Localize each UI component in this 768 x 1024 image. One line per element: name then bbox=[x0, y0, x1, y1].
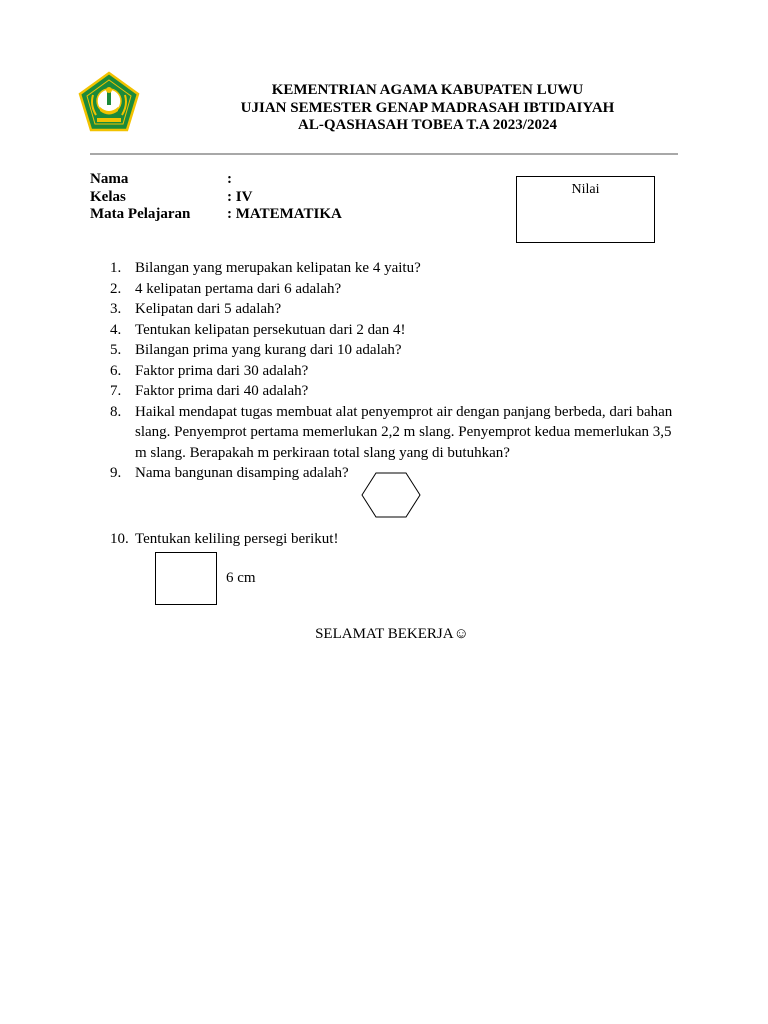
question-text: Faktor prima dari 30 adalah? bbox=[135, 362, 309, 379]
question-text: Tentukan keliling persegi berikut! bbox=[135, 531, 339, 547]
question-number: 7. bbox=[110, 383, 122, 399]
mapel-label: Mata Pelajaran bbox=[90, 206, 191, 222]
question-item bbox=[110, 258, 680, 279]
question-number: 2. bbox=[110, 280, 122, 297]
question-number: 9. bbox=[110, 465, 122, 481]
info-row-nama bbox=[90, 171, 342, 189]
header-line-2: UJIAN SEMESTER GENAP MADRASAH IBTIDAIYAH bbox=[240, 99, 615, 116]
question-number: 6. bbox=[110, 362, 122, 379]
info-row-kelas bbox=[90, 189, 342, 207]
question-number: 10. bbox=[110, 531, 129, 547]
question-text: Nama bangunan disamping adalah? bbox=[135, 465, 349, 481]
info-row-mapel bbox=[90, 206, 342, 224]
question-text: 4 kelipatan pertama dari 6 adalah? bbox=[135, 280, 342, 297]
mapel-value: : MATEMATIKA bbox=[227, 206, 342, 222]
question-item bbox=[110, 320, 680, 341]
question-text: Faktor prima dari 40 adalah? bbox=[135, 383, 309, 399]
question-number: 1. bbox=[110, 260, 122, 276]
question-text: Bilangan yang merupakan kelipatan ke 4 yaitu? bbox=[135, 260, 421, 276]
nama-label: Nama bbox=[90, 171, 129, 187]
question-number: 4. bbox=[110, 321, 122, 338]
hexagon-shape bbox=[361, 472, 421, 518]
header-divider bbox=[90, 153, 678, 155]
kelas-value: : IV bbox=[227, 188, 253, 205]
kemenag-logo-icon bbox=[78, 71, 140, 133]
square-shape bbox=[155, 552, 217, 605]
square-side-label: 6 cm bbox=[226, 570, 256, 586]
question-text: Bilangan prima yang kurang dari 10 adalah? bbox=[135, 342, 402, 358]
question-list bbox=[110, 258, 680, 484]
question-number: 5. bbox=[110, 342, 122, 358]
question-item bbox=[110, 381, 680, 402]
header-line-1: KEMENTRIAN AGAMA KABUPATEN LUWU bbox=[271, 82, 584, 98]
student-info bbox=[90, 171, 342, 224]
question-text: Haikal mendapat tugas membuat alat penyemprot air dengan panjang berbeda, dari bahan slang. Penyemprot pertama memerlukan 2,2 m slang. Penyemprot kedua memerlukan 3,5 m slang. Berapakah m perkiraan total slang yang di butuhkan? bbox=[135, 403, 673, 461]
question-item bbox=[110, 299, 680, 320]
question-item bbox=[110, 279, 680, 300]
header-line-3: AL-QASHASAH TOBEA T.A 2023/2024 bbox=[298, 117, 557, 133]
question-number: 3. bbox=[110, 301, 122, 317]
exam-header bbox=[185, 82, 670, 135]
question-10 bbox=[110, 529, 338, 550]
question-text: Kelipatan dari 5 adalah? bbox=[135, 301, 282, 317]
closing-message: SELAMAT BEKERJA☺ bbox=[315, 626, 469, 642]
question-item bbox=[110, 361, 680, 382]
question-item bbox=[110, 402, 680, 464]
question-item bbox=[110, 340, 680, 361]
question-number: 8. bbox=[110, 403, 122, 420]
kelas-label: Kelas bbox=[90, 188, 126, 205]
nama-value: : bbox=[227, 171, 232, 187]
question-text: Tentukan kelipatan persekutuan dari 2 dan 4! bbox=[135, 321, 406, 338]
nilai-box bbox=[516, 176, 655, 243]
nilai-label: Nilai bbox=[571, 182, 600, 197]
